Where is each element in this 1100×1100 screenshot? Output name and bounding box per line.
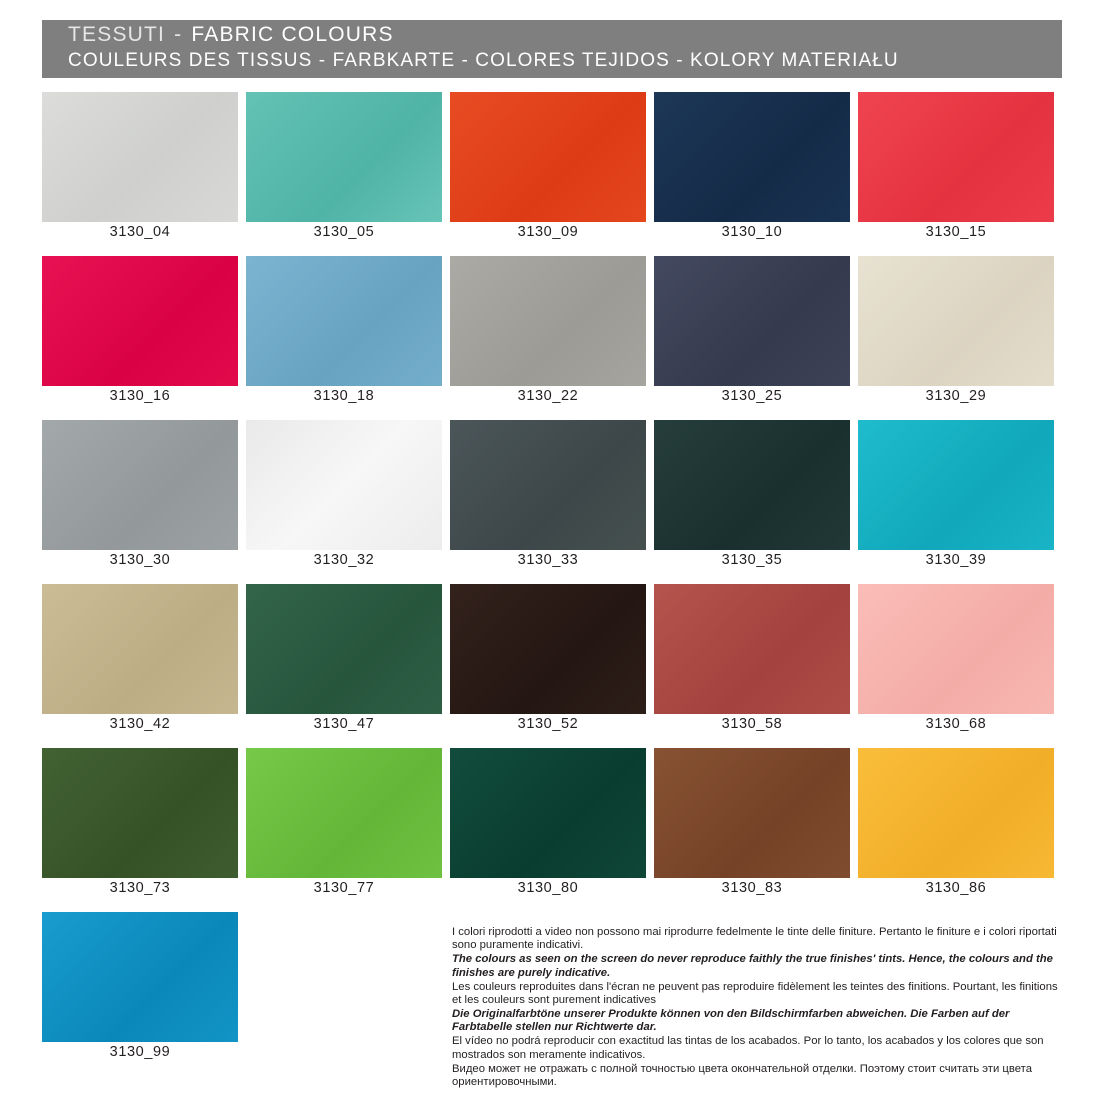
colour-swatch-fill <box>42 420 238 550</box>
colour-code-label: 3130_52 <box>517 716 579 732</box>
swatch-cell-empty <box>246 912 450 1076</box>
swatch-cell <box>42 256 246 420</box>
swatch-cell <box>450 748 654 912</box>
swatch-cell <box>450 256 654 420</box>
disclaimer-line: El vídeo no podrá reproducir con exactitud las tintas de los acabados. Por lo tanto, los acabados y los colores que son mostrados son meramente indicativos. <box>452 1035 1044 1061</box>
colour-swatch[interactable] <box>450 420 646 550</box>
colour-swatch-fill <box>654 748 850 878</box>
colour-swatch-fill <box>654 420 850 550</box>
colour-swatch-fill <box>246 584 442 714</box>
colour-swatch[interactable] <box>858 420 1054 550</box>
colour-swatch-fill <box>450 420 646 550</box>
colour-code-label: 3130_18 <box>313 388 375 404</box>
colour-code-label: 3130_47 <box>313 716 375 732</box>
colour-code-label: 3130_42 <box>109 716 171 732</box>
colour-swatch-fill <box>42 748 238 878</box>
colour-swatch-fill <box>42 584 238 714</box>
colour-code-label: 3130_16 <box>109 388 171 404</box>
header-title-main: TESSUTI <box>68 23 166 46</box>
colour-swatch[interactable] <box>42 748 238 878</box>
swatch-cell <box>246 92 450 256</box>
header-title-separator: - <box>174 23 183 46</box>
colour-swatch[interactable] <box>858 256 1054 386</box>
colour-code-label: 3130_99 <box>109 1044 171 1060</box>
colour-swatch[interactable] <box>246 92 442 222</box>
swatch-cell <box>654 92 858 256</box>
colour-code-label: 3130_73 <box>109 880 171 896</box>
colour-swatch-fill <box>858 256 1054 386</box>
disclaimer-line: The colours as seen on the screen do never reproduce faithly the true finishes' tints. Hence, the colours and the finishes are purely indicative. <box>452 953 1053 979</box>
colour-swatch-fill <box>654 256 850 386</box>
swatch-cell <box>450 420 654 584</box>
colour-swatch[interactable] <box>246 420 442 550</box>
colour-swatch[interactable] <box>42 584 238 714</box>
colour-code-label: 3130_83 <box>721 880 783 896</box>
colour-code-label: 3130_33 <box>517 552 579 568</box>
colour-swatch-fill <box>450 584 646 714</box>
colour-swatch-fill <box>858 748 1054 878</box>
colour-swatch-fill <box>654 584 850 714</box>
swatch-cell <box>42 912 246 1076</box>
colour-swatch[interactable] <box>858 92 1054 222</box>
colour-swatch[interactable] <box>450 584 646 714</box>
colour-code-label: 3130_68 <box>925 716 987 732</box>
swatch-cell <box>654 420 858 584</box>
swatch-cell <box>42 584 246 748</box>
colour-code-label: 3130_09 <box>517 224 579 240</box>
colour-swatch[interactable] <box>858 584 1054 714</box>
swatch-row <box>42 584 1062 748</box>
colour-swatch[interactable] <box>246 584 442 714</box>
swatch-cell <box>858 420 1062 584</box>
colour-swatch[interactable] <box>42 256 238 386</box>
colour-code-label: 3130_86 <box>925 880 987 896</box>
colour-swatch[interactable] <box>450 92 646 222</box>
colour-swatch[interactable] <box>246 748 442 878</box>
colour-swatch-fill <box>246 256 442 386</box>
swatch-row <box>42 748 1062 912</box>
colour-swatch-fill <box>450 256 646 386</box>
colour-swatch[interactable] <box>42 420 238 550</box>
colour-swatch-fill <box>450 92 646 222</box>
disclaimer-line: Les couleurs reproduites dans l'écran ne peuvent pas reproduire fidèlement les teintes des finitions. Pourtant, les finitions et les couleurs sont purement indicatives <box>452 980 1058 1007</box>
colour-swatch[interactable] <box>450 748 646 878</box>
swatch-cell <box>246 420 450 584</box>
swatch-cell <box>654 748 858 912</box>
header-title-sub: FABRIC COLOURS <box>191 23 394 46</box>
colour-code-label: 3130_25 <box>721 388 783 404</box>
swatch-cell <box>246 256 450 420</box>
colour-swatch[interactable] <box>450 256 646 386</box>
colour-code-label: 3130_30 <box>109 552 171 568</box>
colour-swatch-fill <box>246 92 442 222</box>
swatch-cell <box>858 584 1062 748</box>
colour-swatch-fill <box>42 256 238 386</box>
colour-swatch[interactable] <box>654 420 850 550</box>
colour-swatch-fill <box>858 420 1054 550</box>
colour-code-label: 3130_05 <box>313 224 375 240</box>
colour-code-label: 3130_35 <box>721 552 783 568</box>
colour-swatch[interactable] <box>42 92 238 222</box>
colour-swatch[interactable] <box>654 584 850 714</box>
colour-swatch-fill <box>246 420 442 550</box>
colour-code-label: 3130_58 <box>721 716 783 732</box>
disclaimer-line: Видео может не отражать с полной точностью цвета окончательной отделки. Поэтому стоит считать эти цвета ориентировочными. <box>452 1062 1032 1088</box>
colour-code-label: 3130_22 <box>517 388 579 404</box>
colour-swatch-fill <box>450 748 646 878</box>
header-title-line <box>68 23 394 47</box>
disclaimer-line: Die Originalfarbtöne unserer Produkte können von den Bildschirmfarben abweichen. Die Farben auf der Farbtabelle stellen nur Richtwerte dar. <box>452 1007 1010 1034</box>
colour-code-label: 3130_39 <box>925 552 987 568</box>
swatch-cell <box>42 420 246 584</box>
swatch-cell <box>42 92 246 256</box>
colour-code-label: 3130_80 <box>517 880 579 896</box>
swatch-row <box>42 256 1062 420</box>
colour-swatch[interactable] <box>858 748 1054 878</box>
swatch-cell <box>654 256 858 420</box>
disclaimer-notes <box>452 926 1060 1090</box>
disclaimer-line: I colori riprodotti a video non possono mai riprodurre fedelmente le tinte delle finiture. Pertanto le finiture e i colori riportati sono puramente indicativi. <box>452 926 1057 952</box>
colour-swatch-fill <box>42 912 238 1042</box>
colour-swatch-fill <box>858 584 1054 714</box>
colour-code-label: 3130_15 <box>925 224 987 240</box>
colour-swatch-fill <box>246 748 442 878</box>
colour-code-label: 3130_04 <box>109 224 171 240</box>
swatch-row <box>42 420 1062 584</box>
swatch-cell <box>450 584 654 748</box>
colour-code-label: 3130_29 <box>925 388 987 404</box>
swatch-cell <box>246 584 450 748</box>
colour-swatch[interactable] <box>42 912 238 1042</box>
colour-swatch-fill <box>42 92 238 222</box>
swatch-cell <box>858 92 1062 256</box>
colour-swatch[interactable] <box>654 748 850 878</box>
colour-swatch-fill <box>654 92 850 222</box>
colour-swatch[interactable] <box>654 256 850 386</box>
header-subtitle-line: COULEURS DES TISSUS - FARBKARTE - COLORES TEJIDOS - KOLORY MATERIAŁU <box>68 50 899 71</box>
swatch-cell <box>246 748 450 912</box>
colour-code-label: 3130_77 <box>313 880 375 896</box>
swatch-cell <box>450 92 654 256</box>
header-bar <box>42 20 1062 78</box>
swatch-cell <box>858 256 1062 420</box>
colour-swatch-fill <box>858 92 1054 222</box>
swatch-cell <box>42 748 246 912</box>
swatch-cell <box>654 584 858 748</box>
colour-code-label: 3130_10 <box>721 224 783 240</box>
swatch-row <box>42 92 1062 256</box>
colour-swatch[interactable] <box>654 92 850 222</box>
swatch-cell <box>858 748 1062 912</box>
colour-code-label: 3130_32 <box>313 552 375 568</box>
colour-swatch[interactable] <box>246 256 442 386</box>
